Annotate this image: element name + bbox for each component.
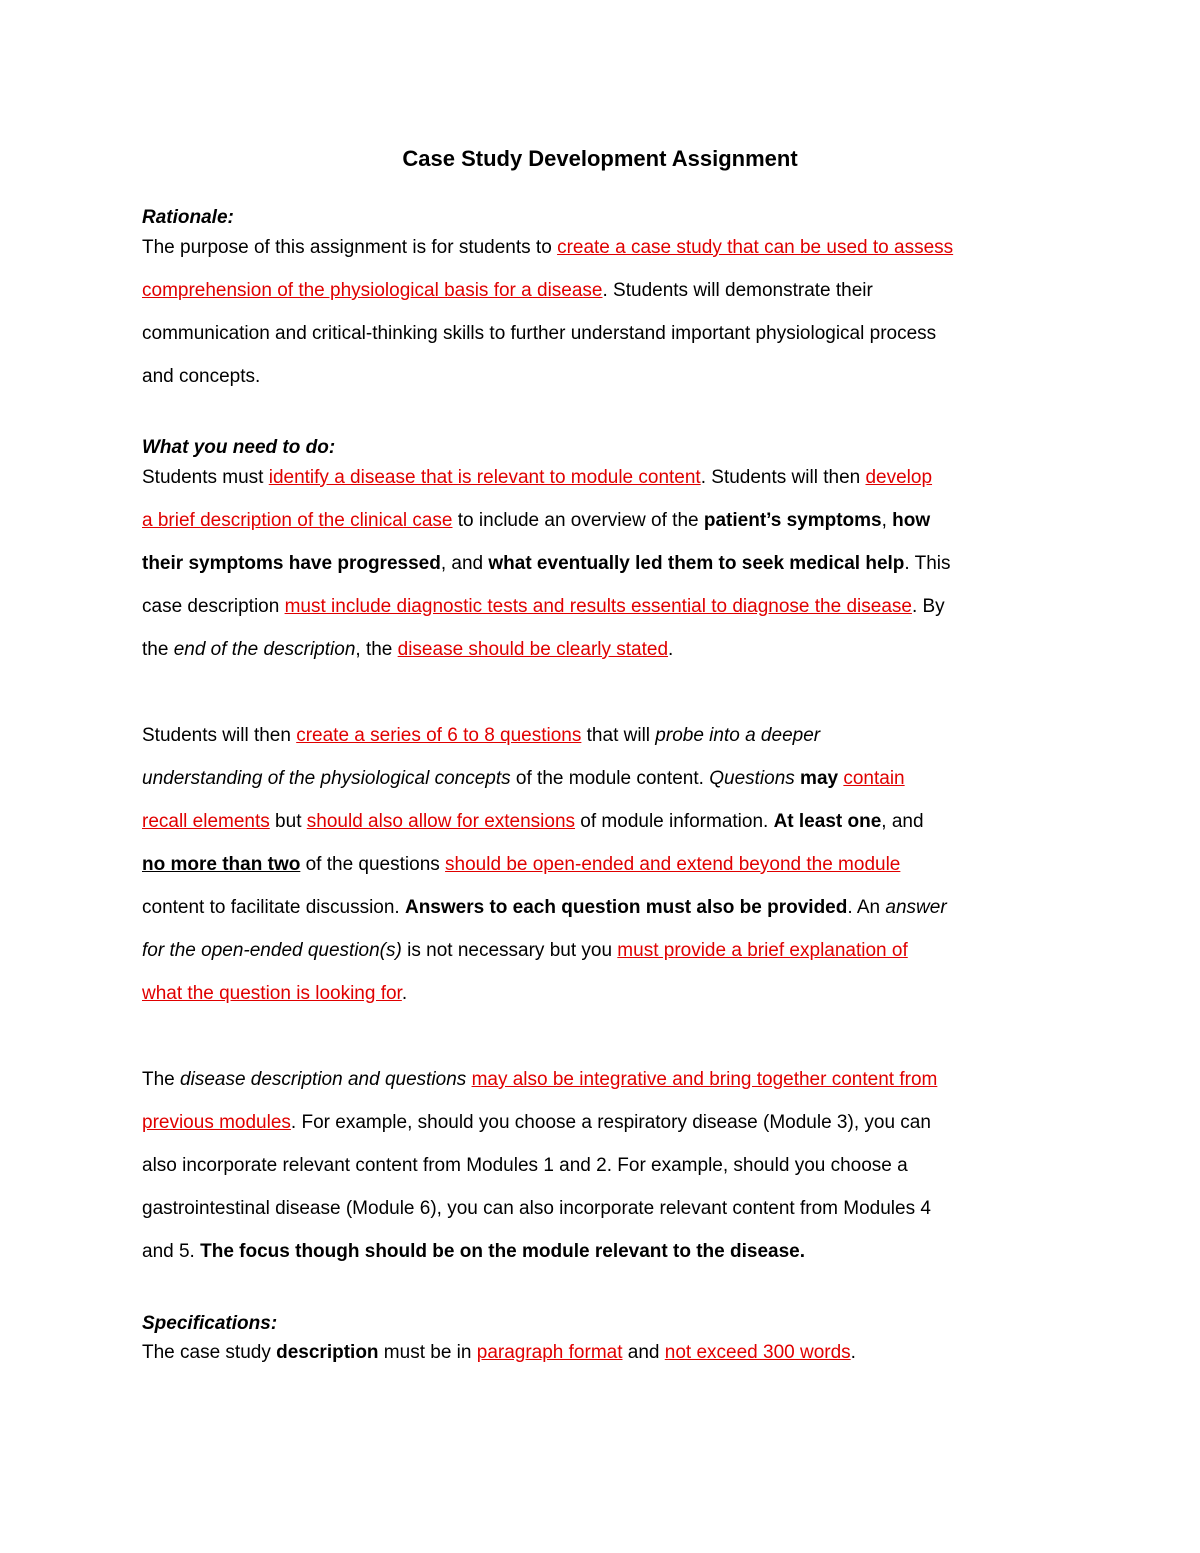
text-line (142, 1187, 1072, 1230)
questions-paragraph (142, 714, 1072, 1015)
highlighted-text: a brief description of the clinical case (142, 510, 453, 531)
text-line (142, 929, 1072, 972)
text-line (142, 499, 1072, 542)
bold-text: The focus though should be on the module relevant to the disease. (200, 1241, 806, 1262)
text-run: communication and critical-thinking skills to further understand important physiological process (142, 323, 937, 344)
highlighted-text: create a series of 6 to 8 questions (296, 725, 582, 746)
highlighted-text: must provide a brief explanation of (617, 940, 908, 961)
text-run: content to facilitate discussion. (142, 897, 405, 918)
text-run: and concepts. (142, 366, 261, 387)
text-line (142, 628, 1072, 671)
highlighted-text: not exceed 300 words (664, 1342, 851, 1363)
text-line (142, 843, 1072, 886)
text-run: of the module content. (510, 768, 710, 789)
highlighted-text: disease should be clearly stated (397, 639, 669, 660)
text-run: The purpose of this assignment is for students to (142, 237, 558, 258)
highlighted-text: previous modules (142, 1112, 291, 1133)
highlighted-text: create a case study that can be used to assess (557, 237, 954, 258)
text-line (142, 312, 1072, 355)
text-run: case description (142, 596, 285, 617)
rationale-paragraph (142, 226, 1072, 398)
text-run: , the (355, 639, 398, 660)
text-run: The (142, 1069, 181, 1090)
text-run: The case study (142, 1342, 277, 1363)
text-line (142, 585, 1072, 628)
text-run: is not necessary but you (401, 940, 618, 961)
text-line (142, 800, 1072, 843)
document-title: Case Study Development Assignment (402, 146, 798, 171)
text-run: and 5. (142, 1241, 201, 1262)
text-run: . Students will then (700, 467, 866, 488)
highlighted-text: paragraph format (476, 1342, 623, 1363)
text-run: Students must (142, 467, 269, 488)
text-run: , and (440, 553, 489, 574)
highlighted-text: should be open-ended and extend beyond the module (445, 854, 901, 875)
italic-text: answer (885, 897, 947, 918)
text-line (142, 1331, 1072, 1374)
highlighted-text: should also allow for extensions (306, 811, 576, 832)
text-run: also incorporate relevant content from Modules 1 and 2. For example, should you choose a (142, 1155, 908, 1176)
text-run: to include an overview of the (452, 510, 704, 531)
text-line (142, 1144, 1072, 1187)
italic-text: disease description and questions (180, 1069, 467, 1090)
italic-text: Questions (709, 768, 795, 789)
highlighted-text: comprehension of the physiological basis for a disease (142, 280, 603, 301)
text-run: that will (581, 725, 656, 746)
italic-text: probe into a deeper (655, 725, 821, 746)
italic-text: understanding of the physiological concepts (142, 768, 511, 789)
need-paragraph (142, 456, 1072, 671)
text-run: . (850, 1342, 856, 1363)
text-run: . (668, 639, 674, 660)
highlighted-text: develop (865, 467, 933, 488)
bold-text: Answers to each question must also be provided (404, 897, 848, 918)
highlighted-text: may also be integrative and bring together content from (471, 1069, 938, 1090)
highlighted-text: contain (843, 768, 905, 789)
text-line (142, 886, 1072, 929)
text-run: gastrointestinal disease (Module 6), you can also incorporate relevant content from Modules 4 (142, 1198, 931, 1219)
text-run: . An (847, 897, 886, 918)
specifications-paragraph (142, 1331, 1072, 1374)
bold-text: patient’s symptoms (703, 510, 882, 531)
specifications-heading: Specifications: (142, 1313, 278, 1334)
text-line (142, 269, 1072, 312)
highlighted-text: what the question is looking for (142, 983, 402, 1004)
rationale-heading: Rationale: (142, 207, 234, 228)
text-run: Students will then (142, 725, 297, 746)
bold-text: how (892, 510, 931, 531)
text-line (142, 757, 1072, 800)
text-run: . For example, should you choose a respiratory disease (Module 3), you can (290, 1112, 931, 1133)
text-line (142, 1058, 1072, 1101)
text-run: . (401, 983, 408, 1004)
highlighted-text: must include diagnostic tests and results essential to diagnose the disease (284, 596, 912, 617)
highlighted-text: identify a disease that is relevant to module content (268, 467, 701, 488)
italic-text: for the open-ended question(s) (142, 940, 402, 961)
text-line (142, 456, 1072, 499)
italic-text: end of the description (173, 639, 356, 660)
bold-text: description (276, 1342, 379, 1363)
bold-text: their symptoms have progressed (142, 553, 441, 574)
text-run: and (622, 1342, 665, 1363)
text-run: . Students will demonstrate their (602, 280, 873, 301)
text-run: the (142, 639, 174, 660)
text-line (142, 1101, 1072, 1144)
text-line (142, 714, 1072, 757)
bold-underlined-text: no more than two (142, 854, 301, 875)
bold-text: may (794, 768, 844, 789)
text-run: must be in (378, 1342, 477, 1363)
text-run: , and (881, 811, 924, 832)
integrative-paragraph (142, 1058, 1072, 1273)
highlighted-text: recall elements (142, 811, 270, 832)
text-run: but (269, 811, 307, 832)
text-run: of module information. (575, 811, 774, 832)
need-heading: What you need to do: (142, 437, 336, 458)
text-run: . By (911, 596, 945, 617)
text-line (142, 226, 1072, 269)
text-run: of the questions (300, 854, 446, 875)
text-line (142, 1230, 1072, 1273)
bold-text: what eventually led them to seek medical help (488, 553, 905, 574)
text-line (142, 355, 1072, 398)
text-line (142, 972, 1072, 1015)
text-run: , (881, 510, 893, 531)
text-line (142, 542, 1072, 585)
text-run: . This (904, 553, 951, 574)
bold-text: At least one (773, 811, 882, 832)
